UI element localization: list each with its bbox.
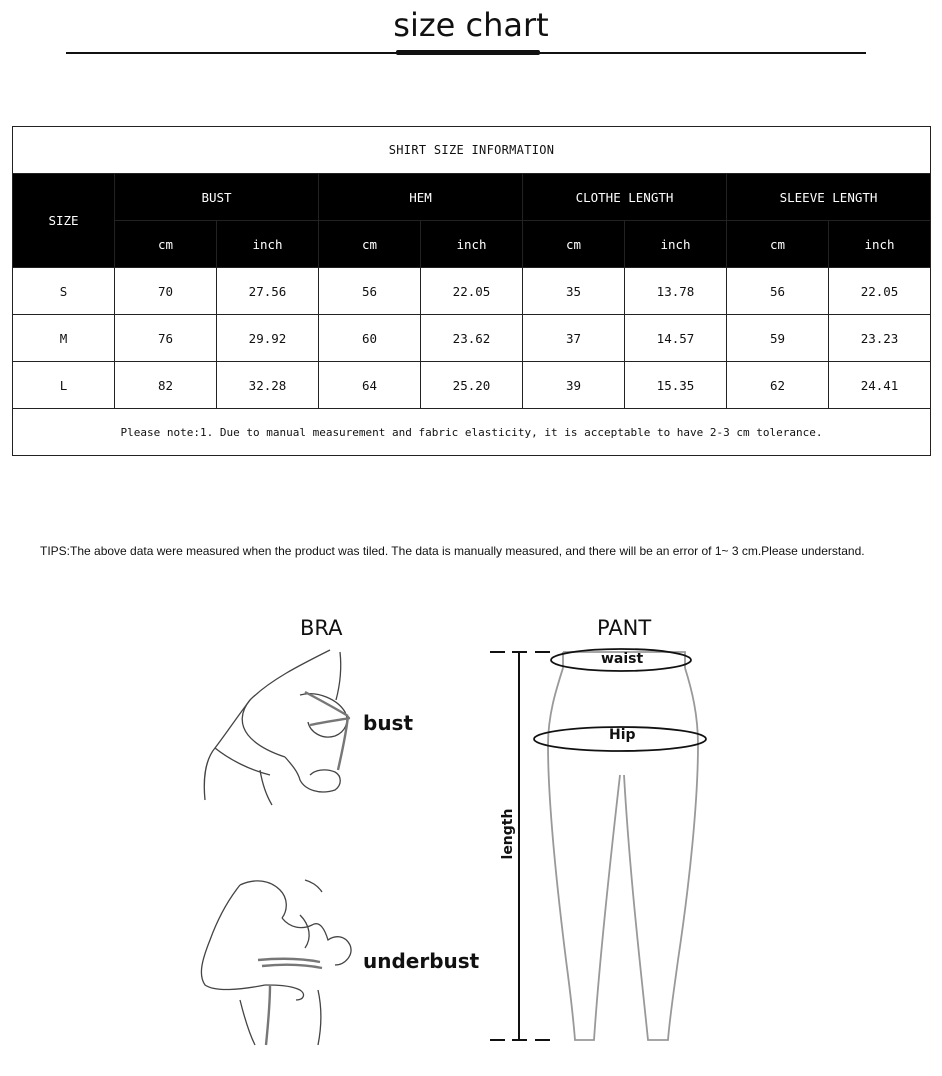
bust-label: bust (363, 711, 414, 735)
value-cell: 14.57 (625, 315, 727, 362)
unit-header: inch (829, 221, 931, 268)
value-cell: 64 (319, 362, 421, 409)
unit-header: inch (217, 221, 319, 268)
waist-label: waist (601, 651, 644, 667)
unit-header: inch (421, 221, 523, 268)
value-cell: 82 (115, 362, 217, 409)
group-header-bust: BUST (115, 174, 319, 221)
value-cell: 22.05 (421, 268, 523, 315)
value-cell: 32.28 (217, 362, 319, 409)
table-caption: SHIRT SIZE INFORMATION (13, 127, 931, 174)
pant-illustration (548, 652, 698, 1040)
value-cell: 59 (727, 315, 829, 362)
value-cell: 76 (115, 315, 217, 362)
bra-title: BRA (300, 616, 343, 640)
value-cell: 39 (523, 362, 625, 409)
value-cell: 29.92 (217, 315, 319, 362)
page-title: size chart (393, 6, 549, 44)
value-cell: 24.41 (829, 362, 931, 409)
value-cell: 62 (727, 362, 829, 409)
underbust-measuring-tape (258, 959, 322, 1045)
bust-figure-illustration (204, 650, 347, 805)
value-cell: 15.35 (625, 362, 727, 409)
pant-title: PANT (597, 616, 652, 640)
value-cell: 22.05 (829, 268, 931, 315)
unit-header: cm (523, 221, 625, 268)
value-cell: 60 (319, 315, 421, 362)
value-cell: 37 (523, 315, 625, 362)
value-cell: 27.56 (217, 268, 319, 315)
value-cell: 35 (523, 268, 625, 315)
size-cell: M (13, 315, 115, 362)
value-cell: 56 (319, 268, 421, 315)
group-header-hem: HEM (319, 174, 523, 221)
size-header: SIZE (13, 174, 115, 268)
length-label: length (500, 808, 516, 860)
length-measure-line (490, 652, 550, 1040)
value-cell: 56 (727, 268, 829, 315)
size-cell: L (13, 362, 115, 409)
unit-header: cm (319, 221, 421, 268)
hip-label: Hip (609, 727, 636, 743)
size-cell: S (13, 268, 115, 315)
value-cell: 23.23 (829, 315, 931, 362)
value-cell: 13.78 (625, 268, 727, 315)
unit-header: cm (115, 221, 217, 268)
unit-header: cm (727, 221, 829, 268)
table-note: Please note:1. Due to manual measurement and fabric elasticity, it is acceptable to have 2-3 cm tolerance. (13, 409, 931, 456)
underbust-label: underbust (363, 949, 480, 973)
unit-header: inch (625, 221, 727, 268)
group-header-sleeve-length: SLEEVE LENGTH (727, 174, 931, 221)
group-header-clothe-length: CLOTHE LENGTH (523, 174, 727, 221)
value-cell: 25.20 (421, 362, 523, 409)
tips-text: TIPS:The above data were measured when the product was tiled. The data is manually measured, and there will be an error of 1~ 3 cm.Please understand. (40, 544, 865, 558)
underbust-figure-illustration (201, 880, 351, 1045)
value-cell: 23.62 (421, 315, 523, 362)
value-cell: 70 (115, 268, 217, 315)
